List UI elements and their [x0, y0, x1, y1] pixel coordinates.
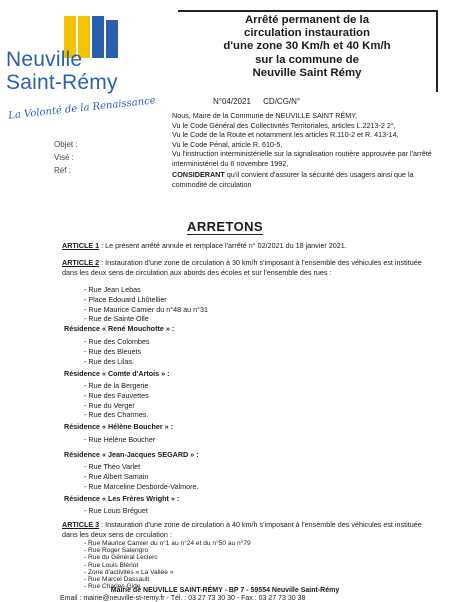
preamble-line: Nous, Maire de la Commune de NEUVILLE SAINT RÉMY, — [172, 111, 358, 120]
residence-streets — [84, 435, 155, 445]
preamble-line: Vu le Code Pénal, article R. 610-5, — [172, 139, 283, 149]
preamble-line: Vu le Code Général des Collectivités Territoriales, articles L.2213-2 2°, — [172, 120, 396, 130]
residence-streets — [84, 462, 199, 491]
reference-line — [213, 97, 310, 106]
reference-initials: CD/CG/N° — [263, 97, 301, 106]
list-item: - Rue Louis Blériot — [84, 561, 139, 569]
list-item: - Rue des Fauvettes — [84, 390, 149, 400]
preamble-line: Vu le Code de la Route et notamment les articles R.110-2 et R. 413-14, — [172, 130, 399, 139]
preamble — [172, 111, 434, 189]
residence-title: Résidence « Jean-Jacques SEGARD » : — [64, 450, 199, 459]
list-item: - Zone d'activités « La Vallée » — [84, 568, 174, 576]
article-1-text: : Le présent arrêté annule et remplace l'arrêté n° 02/2021 du 18 janvier 2021. — [99, 241, 347, 250]
title-line: d'une zone 30 Km/h et 40 Km/h — [223, 40, 391, 53]
residence-streets — [84, 337, 150, 366]
document-title — [178, 10, 438, 92]
residence-streets — [84, 506, 148, 516]
list-item: - Rue des Charmes. — [84, 410, 149, 420]
side-label-ref: Réf : — [54, 166, 71, 175]
list-item: - Rue Louis Bréguet — [84, 506, 148, 515]
list-item: - Rue du Verger — [84, 400, 135, 410]
logo-name-line2: Saint-Rémy — [6, 71, 118, 94]
list-item: - Rue des Lilas. — [84, 356, 134, 366]
logo-name-line1: Neuville — [6, 48, 83, 71]
article-1-label: ARTICLE 1 — [62, 241, 100, 250]
residence-title: Résidence « Les Frères Wright » : — [64, 494, 180, 503]
list-item: - Rue Charles Gide — [84, 583, 141, 591]
side-label-objet: Objet : — [54, 140, 78, 149]
preamble-line: Vu l'instruction interministérielle sur la signalisation routière approuvée par l'arrêté interministériel du 6 novembre 1992, — [172, 149, 432, 168]
list-item: - Rue Roger Salengro — [84, 547, 149, 555]
streets-main-list — [84, 285, 208, 324]
article-3 — [62, 520, 438, 539]
residence-title: Résidence « Hélène Boucher » : — [64, 422, 174, 431]
article-2-text: : Instauration d'une zone de circulation à 30 km/h s'imposant à l'ensemble des véhicules est instituée dans les deux sens de circulation aux abords des écoles et sur l'ensemble des rues : — [62, 258, 422, 277]
title-line: sur la commune de — [255, 53, 359, 66]
list-item: - Rue Maurice Camier du n°48 au n°31 — [84, 304, 209, 314]
list-item: - Rue Maurice Camier du n°1 au n°24 et du n°50 au n°79 — [84, 540, 251, 547]
footer-address: Mairie de NEUVILLE SAINT-RÉMY - BP 7 - 59554 Neuville Saint-Rémy — [110, 587, 340, 594]
side-label-vise: Visé : — [54, 153, 74, 162]
list-item: - Place Edouard Lhôtellier — [84, 294, 167, 304]
arretons-text: ARRETONS — [187, 219, 263, 234]
title-line: Arrêté permanent de la — [244, 14, 370, 26]
title-line: circulation instauration — [244, 27, 370, 40]
logo-motto: La Volonté de la Renaissance — [7, 95, 157, 122]
article-3-text: : Instauration d'une zone de circulation à 40 km/h s'imposant à l'ensemble des véhicules est instituée dans les deux sens de circulation : — [62, 520, 422, 539]
title-line: Neuville Saint Rémy — [252, 66, 362, 79]
list-item: - Rue Théo Varlet — [84, 462, 141, 471]
list-item: - Rue Jean Lebas — [84, 285, 141, 294]
list-item: - Rue de la Bergerie — [84, 381, 149, 390]
list-item: - Rue des Colombes — [84, 337, 150, 346]
streets-40-list — [84, 540, 251, 590]
residence-title: Résidence « Comte d'Artois » : — [64, 369, 170, 378]
article-2-label: ARTICLE 2 — [62, 258, 100, 267]
residence-title: Résidence « René Mouchotte » : — [64, 324, 175, 333]
list-item: - Rue du Général Leclerc — [84, 554, 158, 562]
list-item: - Rue Albert Samain — [84, 471, 149, 481]
considerant-paragraph — [172, 170, 434, 189]
residence-streets — [84, 381, 149, 420]
article-1 — [62, 241, 438, 251]
list-item: - Rue Marcel Dassault — [84, 576, 150, 584]
article-2 — [62, 258, 438, 277]
footer-contact: Email : mairie@neuville-st-remy.fr - Tél. : 03 27 73 30 30 - Fax : 03 27 73 30 38 — [60, 595, 306, 602]
reference-number: N°04/2021 — [213, 97, 251, 106]
considerant-label: CONSIDERANT — [172, 170, 225, 179]
arretons-heading — [0, 219, 450, 234]
considerant-text: qu'il convient d'assurer la sécurité des usagers ainsi que la commodité de circulation — [172, 170, 414, 189]
article-3-label: ARTICLE 3 — [62, 520, 100, 529]
list-item: - Rue Hélène Boucher — [84, 435, 156, 444]
list-item: - Rue des Bleuets — [84, 346, 142, 356]
list-item: - Rue de Sainte Olle — [84, 314, 149, 324]
list-item: - Rue Marceline Desborde-Valmore. — [84, 481, 199, 491]
